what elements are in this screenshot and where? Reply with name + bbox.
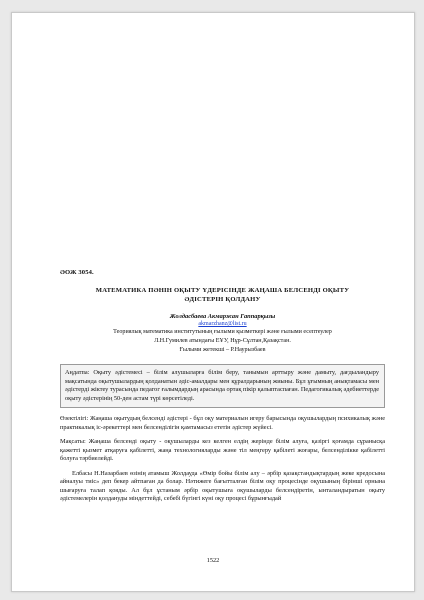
page-number: 1522 [206, 557, 220, 564]
udk-code: ӘОЖ 3054. [60, 269, 94, 276]
affiliation [60, 328, 385, 355]
abstract-box [60, 364, 385, 408]
affiliation-line-1: Теориялық математика институтының ғылыми қызметкері және ғылыми есептеулер [113, 329, 332, 335]
relevance-paragraph: Өзектілігі: Жаңаша оқытудың белсенді әдістері - бұл оқу материалын игеру барысында оқушылардың психикалық және практикалық іс-әрекеттері мен белсенділігін қамтамасыз ететін әдістер жүйесі. [60, 415, 385, 431]
title-line-2: ӘДІСТЕРІН ҚОЛДАНУ [184, 296, 261, 303]
title-line-1: МАТЕМАТИКА ПӘНІН ОҚЫТУ ҮДЕРІСІНДЕ ЖАҢАША БЕЛСЕНДІ ОҚЫТУ [95, 287, 350, 294]
body-paragraph: Елбасы Н.Назарбаев өзінің атамыш Жолдауда «Өмір бойы білім алу – әрбір қазақстандықтардың жеке кредосына айналуы тиіс» деп бекер айтпаған да болар. Нәтижеге бағытталған білім оқу процесінде оқушының бірінші орнына шығаруға талап қояды. Ал бұл ұстаным әрбір оқытушыға оқушыларды белсендіретін, ынталандыратын оқыту әдістемелерін қолдануды міндеттейді, себебі бүгінгі күні оқу процесі бұрынғыдай [60, 469, 385, 502]
affiliation-line-2: Л.Н.Гумилев атындағы ЕҰУ, Нұр-Сұлтан,Қазақстан. [154, 338, 291, 344]
goal-paragraph: Мақсаты: Жаңаша белсенді оқыту - оқушыларды кез келген елдің жерінде білім алуға, қазіргі қоғамда сұранысқа қажетті қызмет атқаруға қабілетті, жаңа технологияларды және тіл меңгеру қабілеті жоғары, белсенділікке қабілетті болуға тәрбиелейді. [60, 438, 385, 462]
author-email-link[interactable]: akmarzhanz@list.ru [198, 321, 247, 327]
abstract-text: Аңдатпа: Оқыту әдістемесі – білім алушыларға білім беру, танымын арттыру және дамыту, дағдыландыру мақсатында оқытушылардың қолданатын әдіс-амалдары мен құралдарының жиыны. Бұл ұғымның анықтамасы мен әдістерді жіктеу турасында педагог ғалымдардың арасында ортақ пікір қалыптаспаған. Педагогикалық әдебиеттерде оқыту әдістерінің 50-ден астам түрі көрсетіледі. [65, 369, 379, 402]
affiliation-line-3: Ғылыми жетекші – Р.Наурызбаев [179, 347, 266, 353]
article-content [60, 269, 385, 510]
article-title [60, 286, 385, 304]
author-name: Жолдасбаева Акмаржан Гаппарқызы [169, 313, 276, 320]
document-page [11, 12, 415, 592]
